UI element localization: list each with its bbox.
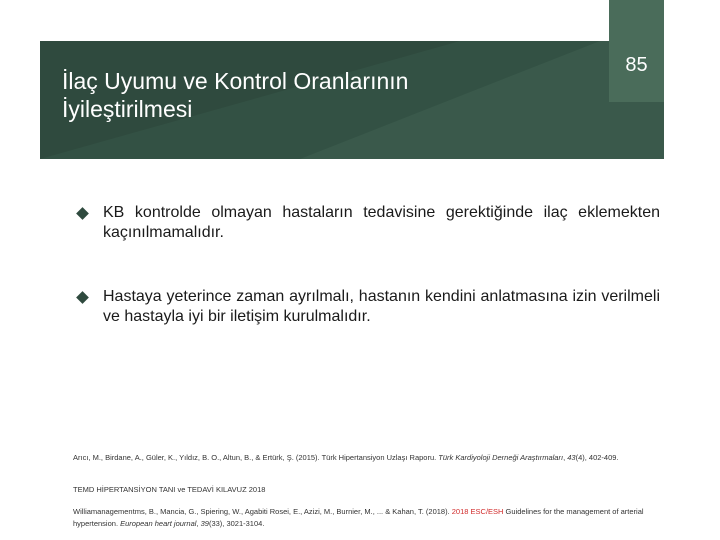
- slide-title-line1: İlaç Uyumu ve Kontrol Oranlarının: [62, 68, 409, 94]
- ref3-sep: ,: [196, 519, 201, 528]
- slide-title: [62, 67, 532, 123]
- page-number-box: [609, 0, 664, 102]
- bullet-item: [78, 203, 660, 243]
- ref1-volume: 43: [567, 453, 576, 462]
- diamond-bullet-icon: [76, 207, 89, 220]
- ref3-pages: (33), 3021-3104.: [208, 519, 265, 528]
- ref3-title: Guidelines for the management of arterial hypertension.: [73, 507, 644, 528]
- bullet-item: [78, 287, 660, 327]
- bullet-text: Hastaya yeterince zaman ayrılmalı, hastanın kendini anlatmasına izin verilmeli ve hastayla iyi bir iletişim kurulmalıdır.: [103, 288, 660, 325]
- diamond-bullet-icon: [76, 291, 89, 304]
- ref1-title: Türk Hipertansiyon Uzlaşı Raporu.: [321, 453, 439, 462]
- reference-3: [73, 506, 665, 530]
- page-number: 85: [625, 54, 648, 76]
- bullet-text: KB kontrolde olmayan hastaların tedavisine gerektiğinde ilaç eklemekten kaçınılmamalıdır.: [103, 204, 660, 241]
- reference-1: [73, 452, 665, 464]
- ref1-pages: (4), 402-409.: [575, 453, 619, 462]
- ref3-highlight: 2018 ESC/ESH: [451, 507, 504, 516]
- ref3-journal: European heart journal: [120, 519, 197, 528]
- ref1-sep: ,: [563, 453, 568, 462]
- ref1-authors: Arıcı, M., Birdane, A., Güler, K., Yıldız, B. O., Altun, B., & Ertürk, Ş. (2015).: [73, 453, 322, 462]
- slide-title-line2: İyileştirilmesi: [62, 96, 193, 122]
- ref3-authors: Williamanagementms, B., Mancia, G., Spiering, W., Agabiti Rosei, E., Azizi, M., Burnier, M., ... & Kahan, T. (2018).: [73, 507, 452, 516]
- reference-2: TEMD HİPERTANSİYON TANI ve TEDAVİ KILAVUZ 2018: [73, 485, 266, 494]
- ref3-volume: 39: [200, 519, 209, 528]
- ref1-journal: Türk Kardiyoloji Derneği Araştırmaları: [438, 453, 564, 462]
